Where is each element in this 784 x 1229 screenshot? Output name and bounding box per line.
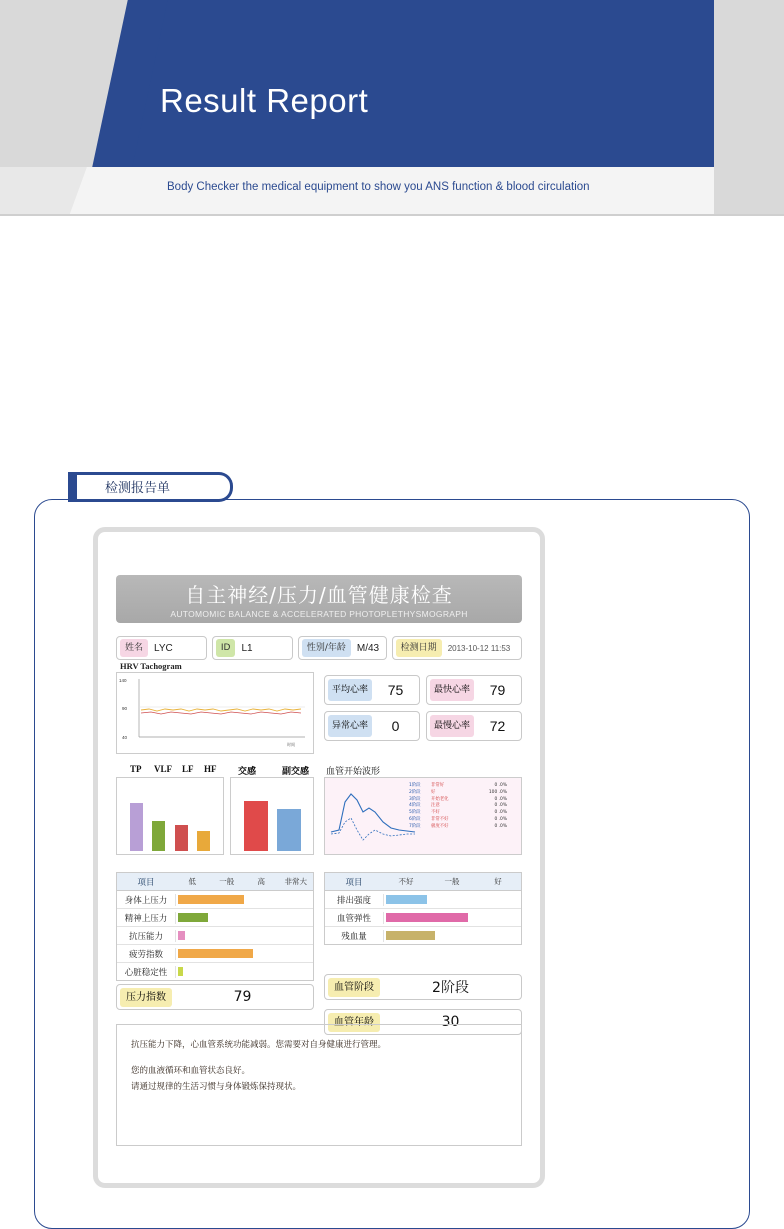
stress-index-value: 79 [233,989,252,1005]
comment-line-3: 请通过规律的生活习惯与身体锻炼保持现状。 [131,1082,302,1093]
stress-header-normal: 一般 [219,877,235,886]
comment-line-2: 您的血液循环和血管状态良好。 [131,1066,251,1077]
ppg-stage: 1阶段 [409,783,421,788]
freq-label-hf: HF [204,764,217,774]
patient-info-row [116,636,522,660]
row-bar [176,909,313,926]
hrv-chart-svg [117,673,313,753]
stress-index-label: 压力指数 [120,988,172,1007]
svg-text:40: 40 [122,735,128,740]
ppg-value: 0 .0% [494,796,507,802]
report-banner-cn: 自主神经/压力/血管健康检查 [185,583,453,607]
bar-hf [197,831,210,851]
field-date-value: 2013-10-12 11:53 [447,643,511,653]
stress-header-veryhigh: 非常大 [284,877,307,886]
report-banner-en: AUTOMOMIC BALANCE & ACCELERATED PHOTOPLETHYSMOGRAPH [170,609,468,619]
balance-label-parasympathetic: 副交感 [282,766,310,776]
vessel-header-bad: 不好 [398,877,414,886]
ppg-stage: 3阶段 [409,796,421,802]
row-label: 血管弹性 [325,912,384,924]
table-row [117,909,313,927]
field-id [212,636,293,660]
ppg-text: 注意 [431,803,440,809]
ppg-value: 100 .0% [488,789,507,795]
row-bar [176,945,313,962]
ppg-value: 0 .0% [494,823,507,829]
ppg-stage: 7阶段 [409,823,421,829]
ppg-text: 极度不好 [431,823,449,829]
ppg-stage: 2阶段 [409,789,421,795]
freq-label-lf: LF [182,764,194,774]
header-right-gutter [714,0,784,216]
stress-table [116,872,314,981]
vessel-stage-value: 2阶段 [432,980,469,996]
hrv-title: HRV Tachogram [120,661,182,671]
freq-label-vlf: VLF [154,764,172,774]
vessel-stage-row [324,974,522,1000]
table-row [325,891,521,909]
report-banner [116,575,522,623]
vessel-table-header [325,873,521,891]
comment-box [116,1024,522,1146]
row-label: 排出强度 [325,894,384,906]
heart-rate-stats [324,675,522,741]
svg-text:90: 90 [122,706,128,711]
frequency-bar-chart [116,777,224,855]
table-row [117,963,313,980]
stat-min-hr-value: 72 [489,718,506,734]
field-sex-age [298,636,387,660]
ppg-stage: 5阶段 [409,810,421,816]
field-sex-age-value: M/43 [356,642,380,654]
ppg-chart [324,777,522,855]
table-row [325,927,521,944]
stat-max-hr-label: 最快心率 [430,679,474,701]
ppg-stage: 4阶段 [409,803,421,809]
ppg-value: 0 .0% [494,783,507,788]
svg-text:140: 140 [119,678,127,683]
row-bar [384,927,521,944]
ppg-stage: 6阶段 [409,817,421,823]
stress-header-high: 高 [257,877,265,886]
bar-parasympathetic [277,809,301,851]
ppg-legend-row [409,817,517,824]
bar-tp [130,803,143,851]
ppg-value: 0 .0% [494,810,507,816]
comment-line-1: 抗压能力下降，心血管系统功能减弱。您需要对自身健康进行管理。 [131,1040,387,1050]
row-bar [384,909,521,926]
vessel-stage-label: 血管阶段 [328,978,380,997]
bar-vlf [152,821,165,851]
row-bar [176,927,313,944]
balance-bar-chart [230,777,314,855]
stress-header-item: 项目 [137,877,155,888]
vessel-age-label: 血管年龄 [328,1013,380,1032]
stat-abnormal-hr-value: 0 [391,718,400,734]
section-tab: 检测报告单 [76,474,231,500]
field-name [116,636,207,660]
ppg-legend-row [409,824,517,831]
stress-header-low: 低 [188,877,196,886]
field-name-label: 姓名 [120,639,148,657]
row-label: 身体上压力 [117,894,176,906]
row-label: 残血量 [325,930,384,942]
stat-avg-hr-value: 75 [387,682,404,698]
svg-text:时间: 时间 [287,742,295,747]
field-date [392,636,522,660]
row-bar [176,891,313,908]
stat-avg-hr-label: 平均心率 [328,679,372,701]
stat-max-hr [426,675,522,705]
ppg-text: 非常好 [431,783,445,788]
ppg-value: 0 .0% [494,803,507,809]
table-row [325,909,521,927]
bar-lf [175,825,188,851]
field-name-value: LYC [154,642,173,654]
field-id-value: L1 [241,642,253,654]
stress-index-row [116,984,314,1010]
bar-sympathetic [244,801,268,851]
ppg-title: 血管开始波形 [326,767,381,777]
field-id-label: ID [216,639,236,657]
row-bar [176,963,313,980]
vessel-header-good: 好 [494,877,502,886]
report-body [0,216,784,1093]
field-date-label: 检测日期 [396,639,442,657]
row-bar [384,891,521,908]
vessel-header-normal: 一般 [444,877,460,886]
field-sex-age-label: 性别/年龄 [302,639,351,657]
stress-table-header [117,873,313,891]
ppg-text: 不好 [431,810,440,816]
row-label: 抗压能力 [117,930,176,942]
vessel-table [324,872,522,945]
table-row [117,927,313,945]
stat-abnormal-hr-label: 异常心率 [328,715,372,737]
row-label: 精神上压力 [117,912,176,924]
table-row [117,891,313,909]
ppg-text: 好 [431,789,436,795]
stat-avg-hr [324,675,420,705]
ppg-value: 0 .0% [494,817,507,823]
vessel-age-value: 30 [441,1014,460,1030]
row-label: 疲劳指数 [117,948,176,960]
freq-label-tp: TP [130,764,142,774]
ppg-legend [409,783,517,831]
ppg-text: 开始老化 [431,796,449,802]
stat-min-hr-label: 最慢心率 [430,715,474,737]
vessel-header-item: 项目 [345,877,363,888]
stat-max-hr-value: 79 [489,682,506,698]
stat-min-hr [426,711,522,741]
ppg-legend-row [409,790,517,797]
page-subtitle: Body Checker the medical equipment to show you ANS function & blood circulation [167,181,590,193]
report-sheet [93,527,545,1188]
stat-abnormal-hr [324,711,420,741]
page-header [0,0,784,216]
hrv-chart [116,672,314,754]
ppg-legend-row [409,783,517,790]
ppg-text: 非常不好 [431,817,449,823]
table-row [117,945,313,963]
balance-label-sympathetic: 交感 [238,766,257,776]
row-label: 心脏稳定性 [117,966,176,978]
page-title: Result Report [160,82,369,120]
